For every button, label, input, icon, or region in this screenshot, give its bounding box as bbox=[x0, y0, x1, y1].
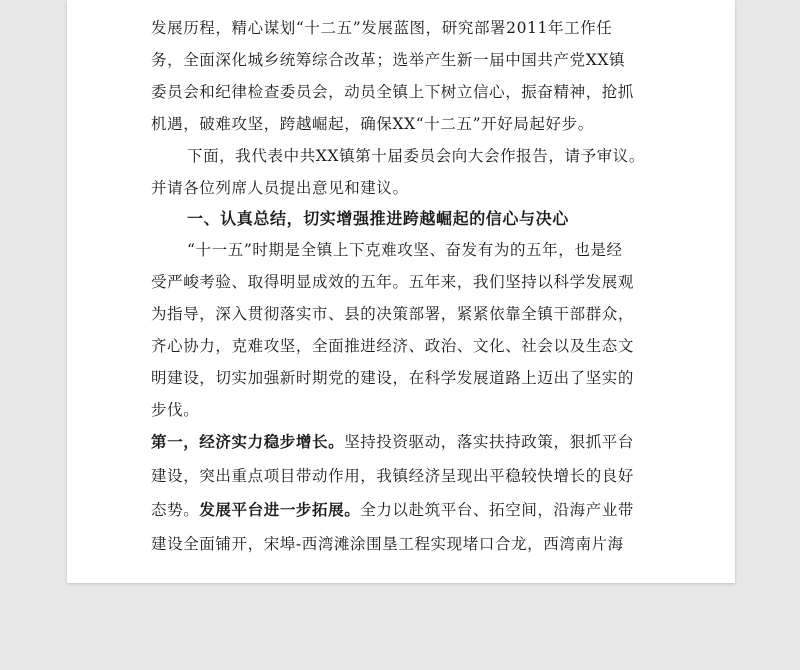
paragraph-line: 受严峻考验、取得明显成效的五年。五年来，我们坚持以科学发展观 bbox=[151, 273, 635, 291]
point-subtitle: 发展平台进一步拓展。 bbox=[199, 500, 361, 519]
paragraph-line: 务，全面深化城乡统筹综合改革；选举产生新一届中国共产党XX镇 bbox=[151, 51, 626, 69]
point-title: 第一，经济实力稳步增长。 bbox=[151, 432, 345, 451]
paragraph-line: 委员会和纪律检查委员会，动员全镇上下树立信心，振奋精神，抢抓 bbox=[151, 83, 635, 101]
point-text: 态势。 bbox=[151, 501, 200, 519]
paragraph-line: 建设，突出重点项目带动作用，我镇经济呈现出平稳较快增长的良好 bbox=[151, 467, 635, 485]
point-text: 坚持投资驱动，落实扶持政策，狠抓平台 bbox=[344, 433, 635, 451]
paragraph-line: 发展历程，精心谋划“十二五”发展蓝图，研究部署2011年工作任 bbox=[151, 19, 613, 37]
document-page bbox=[67, 0, 735, 583]
paragraph-line: 齐心协力，克难攻坚，全面推进经济、政治、文化、社会以及生态文 bbox=[151, 337, 635, 355]
paragraph-line: 并请各位列席人员提出意见和建议。 bbox=[151, 179, 409, 197]
paragraph-line: “十一五”时期是全镇上下克难攻坚、奋发有为的五年，也是经 bbox=[187, 241, 623, 259]
paragraph-line: 机遇，破难攻坚，跨越崛起，确保XX“十二五”开好局起好步。 bbox=[151, 115, 594, 133]
paragraph-line bbox=[151, 430, 634, 452]
paragraph-line: 明建设，切实加强新时期党的建设，在科学发展道路上迈出了坚实的 bbox=[151, 369, 635, 387]
paragraph-line: 步伐。 bbox=[151, 401, 200, 419]
paragraph-line: 为指导，深入贯彻落实市、县的决策部署，紧紧依靠全镇干部群众， bbox=[151, 305, 635, 323]
paragraph-line: 建设全面铺开，宋埠-西湾滩涂围垦工程实现堵口合龙，西湾南片海 bbox=[151, 535, 624, 553]
section-heading: 一、认真总结，切实增强推进跨越崛起的信心与决心 bbox=[187, 209, 569, 228]
point-text: 全力以赴筑平台、拓空间，沿海产业带 bbox=[360, 501, 635, 519]
paragraph-line: 下面，我代表中共XX镇第十届委员会向大会作报告，请予审议。 bbox=[187, 147, 645, 165]
paragraph-line bbox=[151, 498, 634, 520]
